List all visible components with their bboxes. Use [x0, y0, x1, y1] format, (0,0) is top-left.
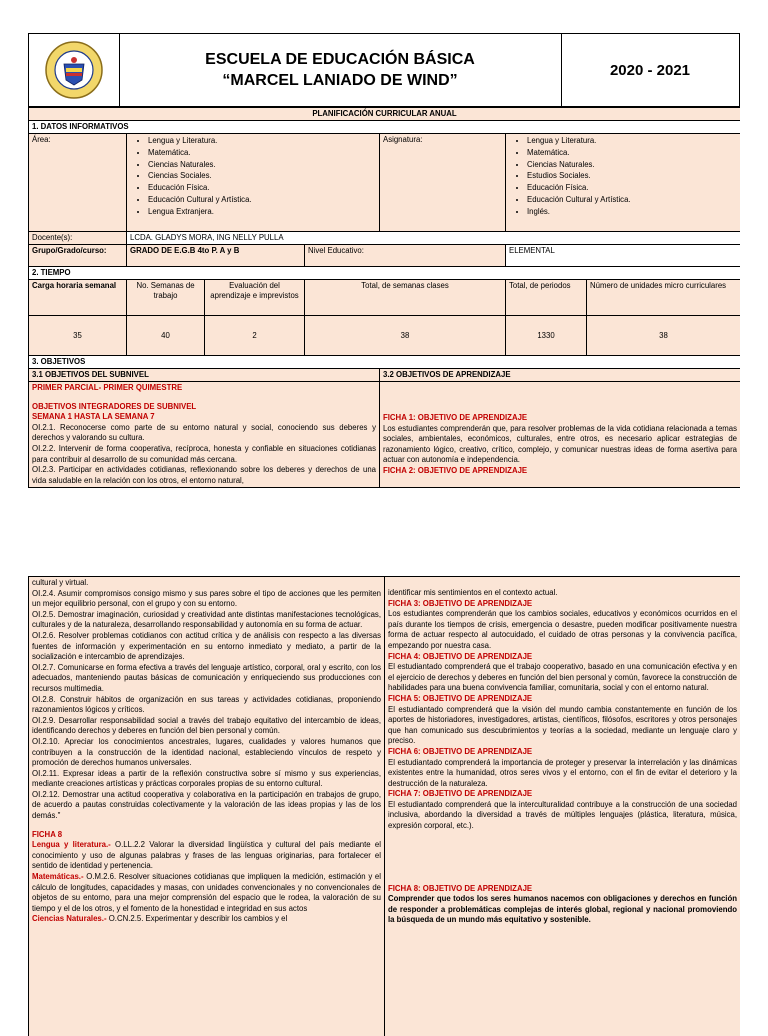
asignatura-label: Asignatura:	[380, 134, 506, 232]
tiempo-header-periodos: Total, de periodos	[506, 280, 587, 316]
objetivo-subnivel-item: OI.2.8. Construir hábitos de organización en sus tareas y actividades cotidianas, proponiendo razonamientos lógicos y críticos.	[32, 695, 381, 716]
ficha-title: FICHA 7: OBJETIVO DE APRENDIZAJE	[388, 789, 737, 800]
ficha-text: Los estudiantes comprenderán que los cambios sociales, educativos y económicos ocurridos en el país durante los tiempos de crisis, emergencia o desastre, pueden modificar positivamente nuestra forma de actuar respecto al autocuidado, el cuidado de otras personas y la convivencia pacífica, empezando por nuestra casa.	[388, 609, 737, 651]
tiempo-value-total-semanas: 38	[305, 316, 506, 356]
area-label: Área:	[29, 134, 127, 232]
objetivo-subnivel-item: OI.2.6. Resolver problemas cotidianos con actitud crítica y de análisis con respecto a las diversas fuentes de información y experimentación en su entorno inmediato y mediato, a partir de la socialización e intercambio de aprendizajes.	[32, 631, 381, 663]
section-tiempo: 2. TIEMPO	[29, 267, 741, 280]
ficha8-text: Comprender que todos los seres humanos nacemos con obligaciones y derechos en función de responder a problemáticas complejas de interés global, regional y nacional promoviendo la búsqueda de un mundo más equitativo y sostenible.	[388, 894, 737, 926]
ficha1-title: FICHA 1: OBJETIVO DE APRENDIZAJE	[383, 413, 737, 424]
area-list-cell	[127, 134, 380, 232]
area-item: • Lengua y Literatura.	[148, 135, 376, 147]
ciencias-text: O.CN.2.5. Experimentar y describir los cambios y el	[107, 914, 288, 923]
ficha8-label: FICHA 8	[32, 830, 381, 841]
nivel-value: ELEMENTAL	[506, 245, 741, 267]
tiempo-value-semanas: 40	[127, 316, 205, 356]
school-year: 2020 - 2021	[561, 34, 739, 106]
asignatura-item: • Matemática.	[527, 147, 737, 159]
tiempo-value-carga: 35	[29, 316, 127, 356]
nivel-label: Nivel Educativo:	[305, 245, 506, 267]
objetivo-subnivel-item: OI.2.4. Asumir compromisos consigo mismo y sus pares sobre el tipo de acciones que les permiten un mejor equilibrio personal, con el grupo y con su entorno.	[32, 589, 381, 610]
ficha-text: El estudiantado comprenderá que la visión del mundo cambia constantemente en función de los aportes de historiadores, investigadores, artistas, científicos, filósofos, escritores y otros personajes que han comunicado sus descubrimientos y teorías a la sociedad, mediante un lenguaje claro y preciso.	[388, 705, 737, 747]
area-list	[130, 135, 376, 218]
semana-title: SEMANA 1 HASTA LA SEMANA 7	[32, 412, 376, 423]
docente-label: Docente(s):	[29, 232, 127, 245]
objetivo-subnivel-item: OI.2.11. Expresar ideas a partir de la reflexión constructiva sobre sí mismo y sus experiencias, mediante creaciones artísticas y prácticas corporales propias de su entorno cultural.	[32, 769, 381, 790]
tiempo-header-total-semanas: Total, de semanas clases	[305, 280, 506, 316]
asignatura-item: • Ciencias Naturales.	[527, 159, 737, 171]
asignatura-item: • Inglés.	[527, 206, 737, 218]
objetivos-aprendizaje-title: 3.2 OBJETIVOS DE APRENDIZAJE	[380, 369, 741, 382]
school-name-line1: ESCUELA DE EDUCACIÓN BÁSICA	[205, 49, 475, 70]
lengua-objetivo	[32, 840, 381, 872]
section-objetivos: 3. OBJETIVOS	[29, 356, 741, 369]
ciencias-label: Ciencias Naturales.-	[32, 914, 107, 923]
objetivo-subnivel-item: OI.2.1. Reconocerse como parte de su entorno natural y social, conociendo sus deberes y derechos y valorando su cultura.	[32, 423, 376, 444]
area-item: • Ciencias Naturales.	[148, 159, 376, 171]
asignatura-item: • Estudios Sociales.	[527, 170, 737, 182]
area-item: • Ciencias Sociales.	[148, 170, 376, 182]
area-item: • Educación Física.	[148, 182, 376, 194]
objetivo-subnivel-item: OI.2.10. Apreciar los conocimientos ancestrales, lugares, cualidades y valores humanos que contribuyen a la construcción de la identidad nacional, estableciendo vínculos de respeto y promoción de derechos humanos universales.	[32, 737, 381, 769]
objetivos-subnivel-p1	[29, 382, 380, 488]
tiempo-header-unidades: Número de unidades micro curriculares	[587, 280, 741, 316]
mate-label: Matemáticas.-	[32, 872, 84, 881]
document-page-2	[28, 576, 740, 1036]
docente-value: LCDA. GLADYS MORA, ING NELLY PULLA	[127, 232, 741, 245]
tiempo-value-unidades: 38	[587, 316, 741, 356]
objetivos-subnivel-p2	[29, 577, 385, 1036]
asignatura-item: • Educación Cultural y Artística.	[527, 194, 737, 206]
grupo-label: Grupo/Grado/curso:	[29, 245, 127, 267]
planning-table	[28, 107, 740, 488]
plan-title: PLANIFICACIÓN CURRICULAR ANUAL	[29, 108, 741, 121]
asignatura-item: • Lengua y Literatura.	[527, 135, 737, 147]
objetivos-subnivel-title: 3.1 OBJETIVOS DEL SUBNIVEL	[29, 369, 380, 382]
grupo-value: GRADO DE E.G.B 4to P. A y B	[127, 245, 305, 267]
ciencias-objetivo	[32, 914, 381, 925]
ficha-text: El estudiantado comprenderá que el trabajo cooperativo, basado en una comunicación efectiva y en el ejercicio de derechos y deberes en función del bien personal y común, favorece la construcción de habilidades para una buena convivencia familiar, comunitaria, social y con el entorno natural.	[388, 662, 737, 694]
ficha-title: FICHA 3: OBJETIVO DE APRENDIZAJE	[388, 599, 737, 610]
objetivo-subnivel-item: OI.2.2. Intervenir de forma cooperativa, recíproca, honesta y confiable en situaciones cotidianas para contribuir al desarrollo de su comunidad más cercana.	[32, 444, 376, 465]
ficha-text: El estudiantado comprenderá que la interculturalidad contribuye a la construcción de una sociedad inclusiva, abordando la diversidad a través de múltiples lenguajes (plástica, literatura, música, expresión corporal, etc.).	[388, 800, 737, 832]
tiempo-header-semanas: No. Semanas de trabajo	[127, 280, 205, 316]
area-item: • Matemática.	[148, 147, 376, 159]
objetivo-subnivel-item: OI.2.12. Demostrar una actitud cooperativa y colaborativa en la participación en trabajos de grupo, de acuerdo a pautas construidas colectivamente y la valoración de las ideas propias y las de los demás."	[32, 790, 381, 822]
lengua-text: O.LL.2.2 Valorar la diversidad lingüística y cultural del país mediante el conocimiento y uso de algunas palabras y frases de las lenguas originarias, para fortalecer el sentido de identidad y pertenencia.	[32, 840, 381, 870]
objetivo-subnivel-item: OI.2.7. Comunicarse en forma efectiva a través del lenguaje artístico, corporal, oral y escrito, con los adecuados, manteniendo pautas básicas de comunicación y enriqueciendo sus producciones con recursos multimedia.	[32, 663, 381, 695]
subnivel-items-p1	[32, 423, 376, 487]
school-logo	[29, 34, 120, 106]
mate-text: O.M.2.6. Resolver situaciones cotidianas que impliquen la medición, estimación y el cálculo de longitudes, capacidades y masas, con unidades convencionales y no convencionales de objetos de su entorno, para una mejor comprensión del espacio que le rodea, la valoración de su tiempo y el de los otros, y el fomento de la honestidad e integridad en sus actos	[32, 872, 381, 913]
school-name	[119, 34, 562, 106]
subnivel-items-p2	[32, 578, 381, 822]
ficha-title: FICHA 5: OBJETIVO DE APRENDIZAJE	[388, 694, 737, 705]
area-item: • Educación Cultural y Artística.	[148, 194, 376, 206]
aprendizaje-lead: identificar mis sentimientos en el contexto actual.	[388, 588, 737, 599]
school-seal-icon	[44, 40, 104, 100]
asignatura-list-cell	[506, 134, 741, 232]
document-header	[28, 33, 740, 107]
tiempo-value-evaluacion: 2	[205, 316, 305, 356]
parcial-title: PRIMER PARCIAL- PRIMER QUIMESTRE	[32, 383, 376, 394]
tiempo-header-carga: Carga horaria semanal	[29, 280, 127, 316]
integradores-title: OBJETIVOS INTEGRADORES DE SUBNIVEL	[32, 402, 376, 413]
objetivo-subnivel-item: OI.2.5. Demostrar imaginación, curiosidad y creatividad ante distintas manifestaciones tecnológicas, culturales y de la naturaleza, desarrollando responsabilidad y autonomía en su forma de actuar.	[32, 610, 381, 631]
document-page-1	[28, 33, 740, 508]
objetivo-subnivel-item: OI.2.9. Desarrollar responsabilidad social a través del trabajo equitativo del intercambio de ideas, identificando derechos y deberes en función del bien personal y común.	[32, 716, 381, 737]
ficha-title: FICHA 6: OBJETIVO DE APRENDIZAJE	[388, 747, 737, 758]
area-item: • Lengua Extranjera.	[148, 206, 376, 218]
asignatura-list	[509, 135, 737, 218]
tiempo-value-periodos: 1330	[506, 316, 587, 356]
section-datos: 1. DATOS INFORMATIVOS	[29, 121, 741, 134]
objetivos-aprendizaje-p2	[385, 577, 741, 1036]
ficha-text: El estudiantado comprenderá la importancia de proteger y preservar la interrelación y las dinámicas existentes entre la humanidad, otros seres vivos y el entorno, con el fin de evitar el deterioro y la destrucción de la naturaleza.	[388, 758, 737, 790]
school-name-line2: “MARCEL LANIADO DE WIND”	[222, 70, 457, 91]
mate-objetivo	[32, 872, 381, 914]
ficha1-text: Los estudiantes comprenderán que, para resolver problemas de la vida cotidiana relacionada a temas sociales, ambientales, económicos, culturales, entre otros, es necesario aplicar estrategias de razonamiento lógico, creativo, crítico, complejo, y comunicar nuestras ideas de forma asertiva para actuar con autonomía e independencia.	[383, 424, 737, 466]
objetivo-subnivel-item: OI.2.3. Participar en actividades cotidianas, reflexionando sobre los deberes y derechos de una vida saludable en la relación con los otros, el entorno natural,	[32, 465, 376, 486]
objetivo-subnivel-item: cultural y virtual.	[32, 578, 381, 589]
fichas-list	[388, 599, 737, 832]
planning-table-continued	[28, 576, 740, 1036]
ficha8-title: FICHA 8: OBJETIVO DE APRENDIZAJE	[388, 884, 737, 895]
asignatura-item: • Educación Física.	[527, 182, 737, 194]
lengua-label: Lengua y literatura.-	[32, 840, 111, 849]
objetivos-aprendizaje-p1	[380, 382, 741, 488]
ficha2-title: FICHA 2: OBJETIVO DE APRENDIZAJE	[383, 466, 737, 477]
tiempo-header-evaluacion: Evaluación del aprendizaje e imprevistos	[205, 280, 305, 316]
ficha-title: FICHA 4: OBJETIVO DE APRENDIZAJE	[388, 652, 737, 663]
